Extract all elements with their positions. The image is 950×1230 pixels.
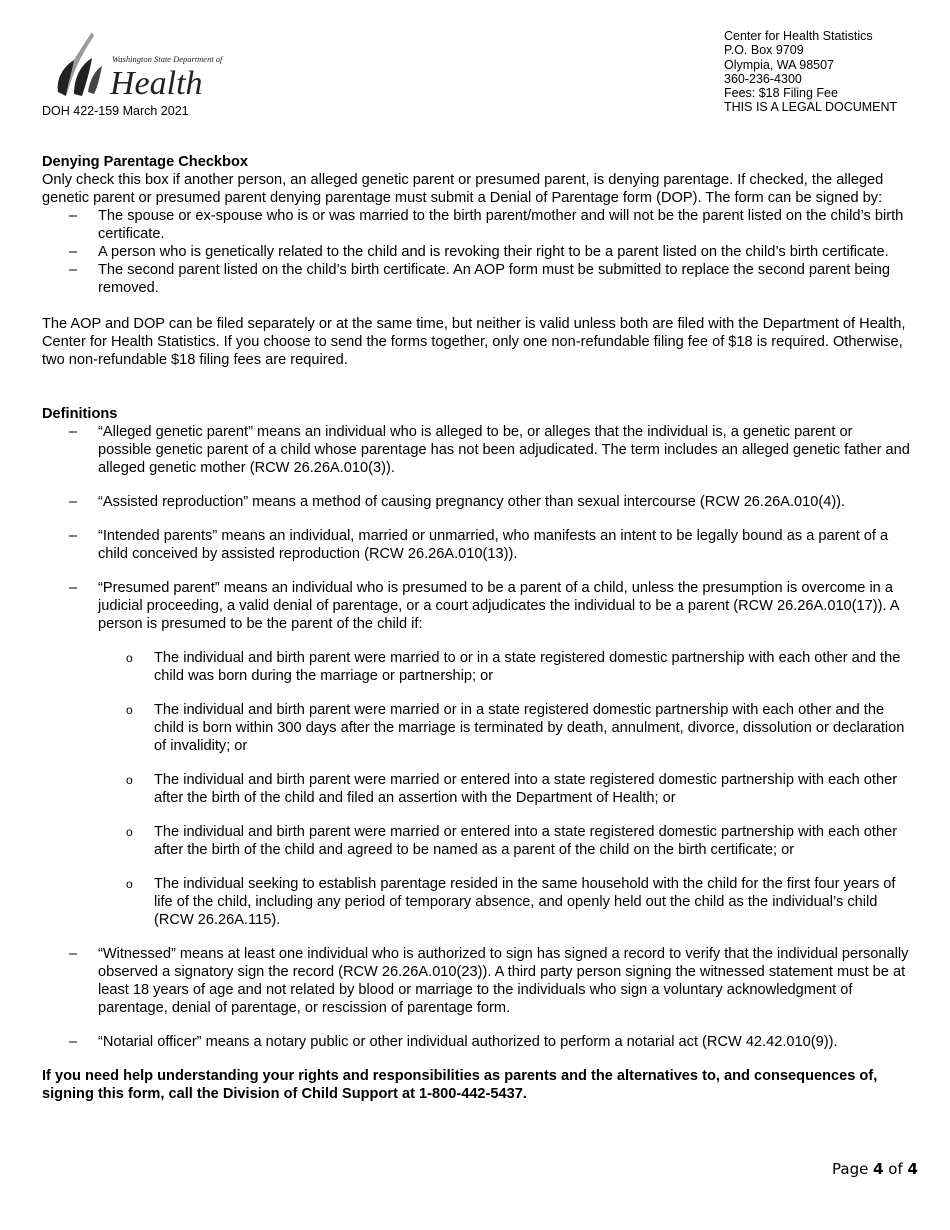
address-line: Center for Health Statistics bbox=[724, 29, 873, 43]
dash-marker: – bbox=[69, 946, 78, 962]
page-number bbox=[832, 1160, 918, 1178]
dash-marker: – bbox=[69, 262, 78, 278]
dash-marker: – bbox=[69, 244, 78, 260]
condition-text: The individual and birth parent were married to or in a state registered domestic partnership with each other and the child was born during the marriage or partnership; or bbox=[154, 650, 901, 684]
condition-text: The individual and birth parent were married or in a state registered domestic partnership with each other and the child is born within 300 days after the marriage is terminated by death, annulment, divorce, dissolution or declaration of invalidity; or bbox=[154, 702, 905, 754]
definitions-heading: Definitions bbox=[42, 406, 118, 422]
logo-health-text: Health bbox=[110, 65, 203, 102]
definition-text: “Alleged genetic parent” means an individual who is alleged to be, or alleges that the individual is, a genetic parent or possible genetic parent of a child whose parentage has not been adjudicated. The term includes an alleged genetic father and alleged genetic mother (RCW 26.26A.010(3)). bbox=[98, 424, 910, 476]
presumed-conditions-list bbox=[98, 649, 910, 929]
definition-notarial bbox=[42, 1033, 910, 1051]
logo-agency-text: Washington State Department of bbox=[112, 54, 223, 64]
definition-intended bbox=[42, 527, 910, 563]
definition-presumed bbox=[42, 579, 910, 929]
address-line: Fees: $18 Filing Fee bbox=[724, 86, 838, 101]
page-prefix: Page bbox=[832, 1160, 874, 1178]
definition-assisted bbox=[42, 493, 910, 511]
definition-text: “Presumed parent” means an individual who is presumed to be a parent of a child, unless the presumption is overcome in a judicial proceeding, a valid denial of parentage, or a court adjudicates the individual to be a parent (RCW 26.26A.010(17)). A person is presumed to be the parent of the child if: bbox=[98, 580, 899, 632]
address-line: Olympia, WA 98507 bbox=[724, 57, 835, 72]
list-item bbox=[98, 875, 910, 929]
list-item-text: A person who is genetically related to the child and is revoking their right to be a parent listed on the child’s birth certificate. bbox=[98, 244, 889, 260]
circle-marker: o bbox=[126, 773, 133, 787]
form-id: DOH 422-159 March 2021 bbox=[42, 104, 189, 118]
definition-alleged bbox=[42, 423, 910, 477]
list-item-text: The second parent listed on the child’s birth certificate. An AOP form must be submitted to replace the second parent being removed. bbox=[98, 262, 891, 296]
dash-marker: – bbox=[69, 1034, 78, 1050]
denying-heading: Denying Parentage Checkbox bbox=[42, 154, 248, 170]
denying-intro: Only check this box if another person, an alleged genetic parent or presumed parent, is denying parentage. If checked, the alleged genetic parent or presumed parent denying parentage must submit a Denial of Parentage form (DOP). The form can be signed by: bbox=[42, 172, 884, 206]
office-address bbox=[724, 29, 897, 115]
dash-marker: – bbox=[69, 494, 78, 510]
list-item bbox=[98, 701, 910, 755]
doh-logo-mark bbox=[54, 30, 224, 102]
definition-text: “Notarial officer” means a notary public or other individual authorized to perform a notarial act (RCW 42.42.010(9)). bbox=[98, 1034, 838, 1050]
doh-logo bbox=[54, 30, 224, 102]
circle-marker: o bbox=[126, 651, 133, 665]
condition-text: The individual and birth parent were married or entered into a state registered domestic partnership with each other after the birth of the child and filed an assertion with the Department of Health; or bbox=[154, 772, 898, 806]
list-item bbox=[42, 261, 910, 297]
condition-text: The individual seeking to establish parentage resided in the same household with the child for the first four years of life of the child, including any period of temporary absence, and openly held out the child as the individual’s child (RCW 26.26A.115). bbox=[154, 876, 896, 928]
dash-marker: – bbox=[69, 208, 78, 224]
page-of: of bbox=[883, 1160, 908, 1178]
page-total: 4 bbox=[907, 1160, 918, 1178]
address-line: P.O. Box 9709 bbox=[724, 43, 804, 58]
circle-marker: o bbox=[126, 703, 133, 717]
dash-marker: – bbox=[69, 528, 78, 544]
definition-text: “Witnessed” means at least one individual who is authorized to sign has signed a record to verify that the individual personally observed a signatory sign the record (RCW 26.26A.010(23)). A third party person signing the witnessed statement must be at least 18 years of age and not related by blood or marriage to the individuals who sign a voluntary acknowledgment of parentage, denial of parentage, or rescission of parentage form. bbox=[98, 946, 909, 1016]
circle-marker: o bbox=[126, 825, 133, 839]
help-notice: If you need help understanding your rights and responsibilities as parents and the alternatives to, and consequences of, signing this form, call the Division of Child Support at 1-800-442-5437. bbox=[42, 1068, 878, 1102]
list-item bbox=[98, 649, 910, 685]
list-item-text: The spouse or ex-spouse who is or was married to the birth parent/mother and will not be the parent listed on the child’s birth certificate. bbox=[98, 208, 904, 242]
list-item bbox=[98, 823, 910, 859]
condition-text: The individual and birth parent were married or entered into a state registered domestic partnership with each other after the birth of the child and agreed to be named as a parent of the child on the birth certificate; or bbox=[154, 824, 898, 858]
page-current: 4 bbox=[873, 1160, 884, 1178]
definition-witnessed bbox=[42, 945, 910, 1017]
definitions-list bbox=[42, 423, 910, 1051]
dash-marker: – bbox=[69, 580, 78, 596]
page-content bbox=[42, 153, 910, 1103]
list-item bbox=[98, 771, 910, 807]
list-item bbox=[42, 207, 910, 243]
circle-marker: o bbox=[126, 877, 133, 891]
address-line: 360-236-4300 bbox=[724, 71, 802, 86]
dash-marker: – bbox=[69, 424, 78, 440]
list-item bbox=[42, 243, 910, 261]
filing-note: The AOP and DOP can be filed separately or at the same time, but neither is valid unless both are filed with the Department of Health, Center for Health Statistics. If you choose to send the forms together, only one non-refundable filing fee of $18 is required. Otherwise, two non-refundable $18 filing fees are required. bbox=[42, 316, 906, 368]
definition-text: “Intended parents” means an individual, married or unmarried, who manifests an intent to be legally bound as a parent of a child conceived by assisted reproduction (RCW 26.26A.010(13)). bbox=[98, 528, 889, 562]
definition-text: “Assisted reproduction” means a method of causing pregnancy other than sexual intercourse (RCW 26.26A.010(4)). bbox=[98, 494, 846, 510]
address-line: THIS IS A LEGAL DOCUMENT bbox=[724, 100, 898, 115]
signer-list bbox=[42, 207, 910, 297]
